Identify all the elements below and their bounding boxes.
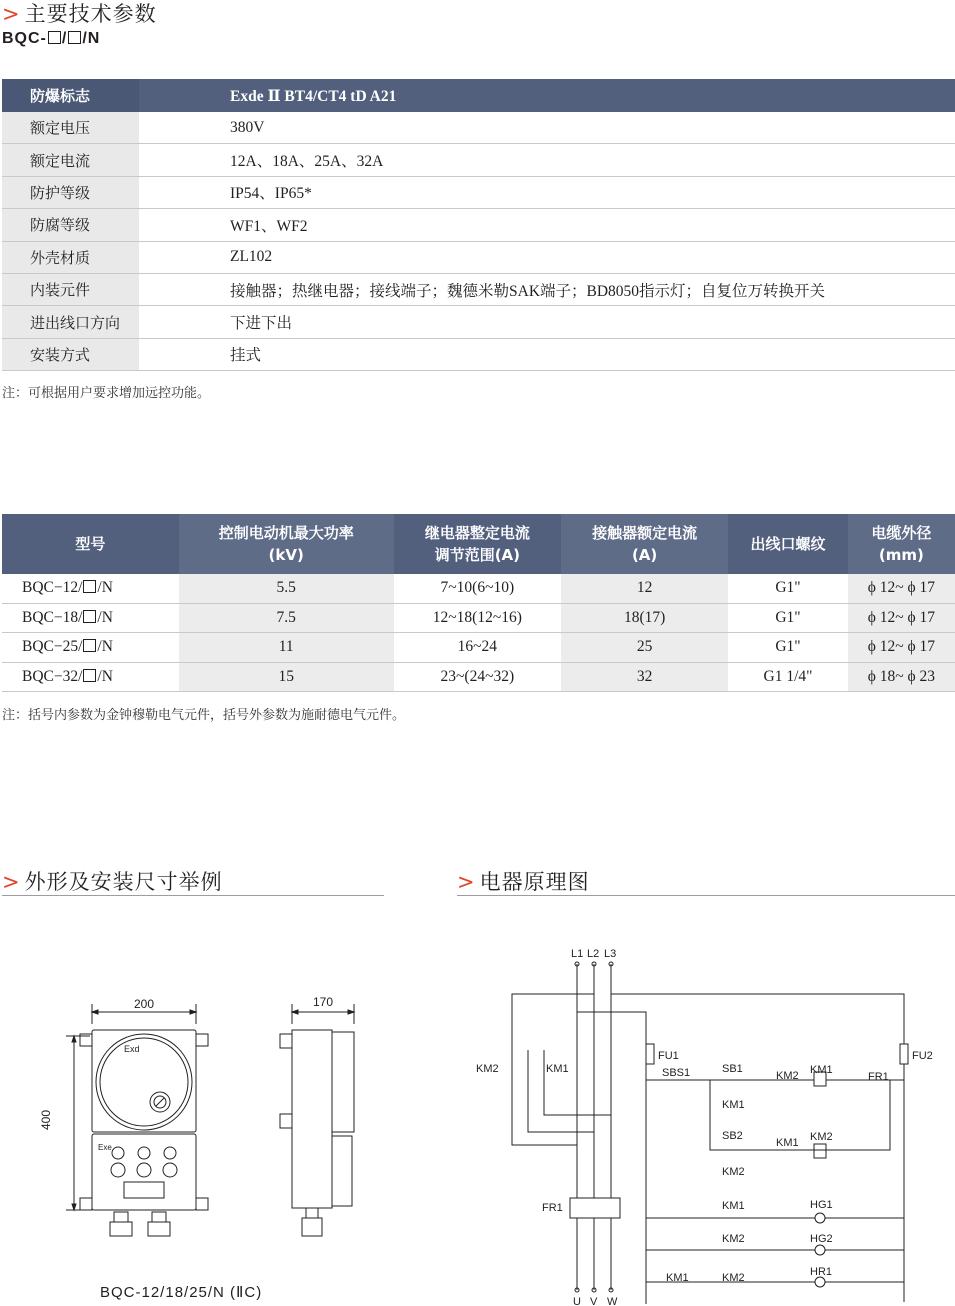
spec-value: 12A、18A、25A、32A	[139, 144, 955, 176]
label-sbs1: SBS1	[662, 1067, 691, 1079]
spec-row	[2, 338, 955, 370]
model-column-header: 型号	[2, 514, 179, 574]
cable-cell: ϕ 18~ ϕ 23	[848, 662, 955, 692]
model-column-header: 出线口螺纹	[728, 514, 847, 574]
spec-label: 内装元件	[2, 273, 139, 305]
model-cell: BQC−25/ /N	[2, 633, 179, 663]
placeholder-box-icon	[83, 580, 96, 593]
placeholder-box-icon	[83, 639, 96, 652]
power-cell: 15	[179, 662, 394, 692]
label-sb1: SB1	[722, 1063, 743, 1075]
divider	[457, 895, 955, 896]
label-hr1: HR1	[810, 1266, 833, 1278]
spec-value: ZL102	[139, 241, 955, 273]
label-km1-hold: KM1	[722, 1099, 745, 1111]
power-cell: 11	[179, 633, 394, 663]
spec-row	[2, 144, 955, 176]
spec-label: 防爆标志	[2, 79, 139, 112]
table-row	[2, 662, 955, 692]
cable-cell: ϕ 12~ ϕ 17	[848, 603, 955, 633]
output-v: V	[590, 1296, 598, 1306]
model-table	[2, 514, 955, 692]
spec-label: 额定电压	[2, 112, 139, 144]
label-exd: Exd	[124, 1044, 140, 1054]
spec-value: 下进下出	[139, 306, 955, 338]
model-note: 注：括号内参数为金钟穆勒电气元件，括号外参数为施耐德电气元件。	[2, 708, 406, 723]
section-arrow-icon: >	[2, 870, 21, 894]
outline-caption: BQC-12/18/25/N (ⅡC)	[100, 1284, 263, 1301]
placeholder-box-icon	[83, 610, 96, 623]
section-arrow-icon: >	[2, 2, 21, 26]
label-km2-hg2: KM2	[722, 1233, 745, 1245]
placeholder-box-icon	[68, 31, 81, 44]
spec-value: 挂式	[139, 338, 955, 370]
label-km2-hold: KM2	[722, 1166, 745, 1178]
spec-row	[2, 176, 955, 208]
output-w: W	[607, 1296, 618, 1306]
spec-row	[2, 241, 955, 273]
spec-label: 额定电流	[2, 144, 139, 176]
table-row	[2, 603, 955, 633]
label-km1-hg1: KM1	[722, 1200, 745, 1212]
model-cell: BQC−12/ /N	[2, 574, 179, 603]
label-km1-hr: KM1	[666, 1272, 689, 1284]
label-hg1: HG1	[810, 1199, 833, 1211]
cable-cell: ϕ 12~ ϕ 17	[848, 633, 955, 663]
outline-drawing	[30, 990, 370, 1260]
relay-cell: 7~10(6~10)	[394, 574, 561, 603]
label-fu2: FU2	[912, 1050, 933, 1062]
thread-cell: G1"	[728, 633, 847, 663]
spec-value: IP54、IP65*	[139, 176, 955, 208]
section-arrow-icon: >	[457, 870, 476, 894]
placeholder-box-icon	[48, 31, 61, 44]
label-sb2: SB2	[722, 1130, 743, 1142]
label-km2-main: KM2	[476, 1063, 499, 1075]
label-km2-a: KM2	[776, 1070, 799, 1082]
circuit-diagram	[470, 940, 955, 1306]
model-code: BQC- / /N	[2, 30, 101, 47]
label-km1-b: KM1	[776, 1137, 799, 1149]
divider	[2, 895, 384, 896]
dim-width: 200	[133, 997, 155, 1011]
spec-label: 安装方式	[2, 338, 139, 370]
circuit-section-title: > 电器原理图	[457, 870, 590, 894]
model-cell: BQC−18/ /N	[2, 603, 179, 633]
spec-value: 接触器；热继电器；接线端子；魏德米勒SAK端子；BD8050指示灯；自复位万转换开关	[139, 273, 955, 305]
phase-l3: L3	[604, 948, 617, 960]
label-hg2: HG2	[810, 1233, 833, 1245]
model-column-header: 接触器额定电流 (A)	[561, 514, 728, 574]
spec-label: 进出线口方向	[2, 306, 139, 338]
power-cell: 5.5	[179, 574, 394, 603]
output-u: U	[573, 1296, 581, 1306]
thread-cell: G1 1/4"	[728, 662, 847, 692]
label-fr1-main: FR1	[542, 1202, 563, 1214]
dim-depth: 170	[312, 995, 334, 1009]
spec-value: WF1、WF2	[139, 209, 955, 241]
spec-row	[2, 273, 955, 305]
power-cell: 7.5	[179, 603, 394, 633]
contactor-cell: 18(17)	[561, 603, 728, 633]
label-km1-main: KM1	[546, 1063, 569, 1075]
spec-label: 外壳材质	[2, 241, 139, 273]
label-km2-coil: KM2	[810, 1131, 833, 1143]
contactor-cell: 32	[561, 662, 728, 692]
thread-cell: G1"	[728, 603, 847, 633]
model-column-header: 电缆外径 (mm)	[848, 514, 955, 574]
label-fu1: FU1	[658, 1050, 679, 1062]
model-column-header: 控制电动机最大功率 (kV)	[179, 514, 394, 574]
spec-section-title: > 主要技术参数	[2, 2, 157, 26]
outline-section-title: > 外形及安装尺寸举例	[2, 870, 223, 894]
table-row	[2, 633, 955, 663]
relay-cell: 16~24	[394, 633, 561, 663]
label-exe: Exe	[98, 1143, 112, 1152]
model-cell: BQC−32/ /N	[2, 662, 179, 692]
thread-cell: G1"	[728, 574, 847, 603]
label-km2-hr: KM2	[722, 1272, 745, 1284]
table-row	[2, 574, 955, 603]
cable-cell: ϕ 12~ ϕ 17	[848, 574, 955, 603]
model-column-header: 继电器整定电流 调节范围(A)	[394, 514, 561, 574]
phase-l2: L2	[587, 948, 600, 960]
spec-table	[2, 79, 955, 371]
placeholder-box-icon	[83, 669, 96, 682]
spec-row	[2, 112, 955, 144]
spec-label: 防腐等级	[2, 209, 139, 241]
spec-row	[2, 209, 955, 241]
contactor-cell: 25	[561, 633, 728, 663]
spec-note: 注：可根据用户要求增加远控功能。	[2, 386, 211, 401]
spec-row	[2, 79, 955, 112]
relay-cell: 12~18(12~16)	[394, 603, 561, 633]
spec-value: Exde Ⅱ BT4/CT4 tD A21	[139, 79, 955, 112]
spec-value: 380V	[139, 112, 955, 144]
spec-label: 防护等级	[2, 176, 139, 208]
phase-l1: L1	[571, 948, 584, 960]
spec-row	[2, 306, 955, 338]
dim-height: 400	[39, 1109, 53, 1131]
label-fr1: FR1	[868, 1071, 889, 1083]
relay-cell: 23~(24~32)	[394, 662, 561, 692]
label-km1-coil: KM1	[810, 1064, 833, 1076]
contactor-cell: 12	[561, 574, 728, 603]
